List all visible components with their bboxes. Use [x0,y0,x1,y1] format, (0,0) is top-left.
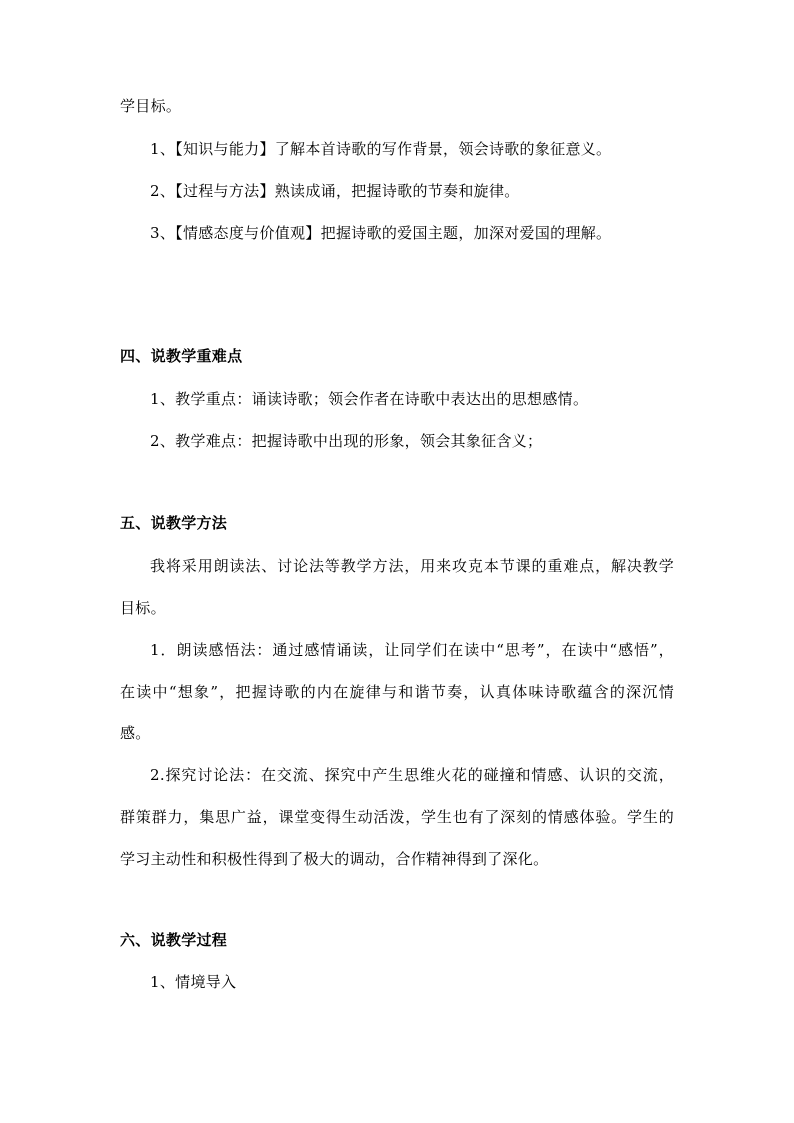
key-point: 1、教学重点：诵读诗歌；领会作者在诗歌中表达出的思想感情。 [150,390,589,408]
paragraph-line: 目标。 [120,599,166,617]
paragraph-line: 我将采用朗读法、讨论法等教学方法，用来攻克本节课的重难点，解决教学 [150,557,674,575]
process-step: 1、情境导入 [150,973,237,991]
objective-emotion: 3、【情感态度与价值观】把握诗歌的爱国主题，加深对爱国的理解。 [150,224,612,242]
paragraph-line: 学习主动性和积极性得到了极大的调动，合作精神得到了深化。 [120,850,549,868]
paragraph-line: 学目标。 [120,97,182,115]
section-heading-process: 六、说教学过程 [120,931,228,949]
section-heading-difficulties: 四、说教学重难点 [120,347,243,365]
objective-knowledge: 1、【知识与能力】了解本首诗歌的写作背景，领会诗歌的象征意义。 [150,140,612,158]
paragraph-line: 在读中“想象”，把握诗歌的内在旋律与和谐节奏，认真体味诗歌蕴含的深沉情 [120,683,674,701]
method-discussion: 2.探究讨论法：在交流、探究中产生思维火花的碰撞和情感、认识的交流， [150,766,674,784]
difficult-point: 2、教学难点：把握诗歌中出现的形象，领会其象征含义； [150,432,543,450]
paragraph-line: 感。 [120,724,151,742]
paragraph-line: 群策群力，集思广益，课堂变得生动活泼，学生也有了深刻的情感体验。学生的 [120,808,674,826]
objective-process: 2、【过程与方法】熟读成诵，把握诗歌的节奏和旋律。 [150,182,520,200]
method-reading: 1．朗读感悟法：通过感情诵读，让同学们在读中“思考”，在读中“感悟”， [150,641,674,659]
section-heading-methods: 五、说教学方法 [120,514,228,532]
